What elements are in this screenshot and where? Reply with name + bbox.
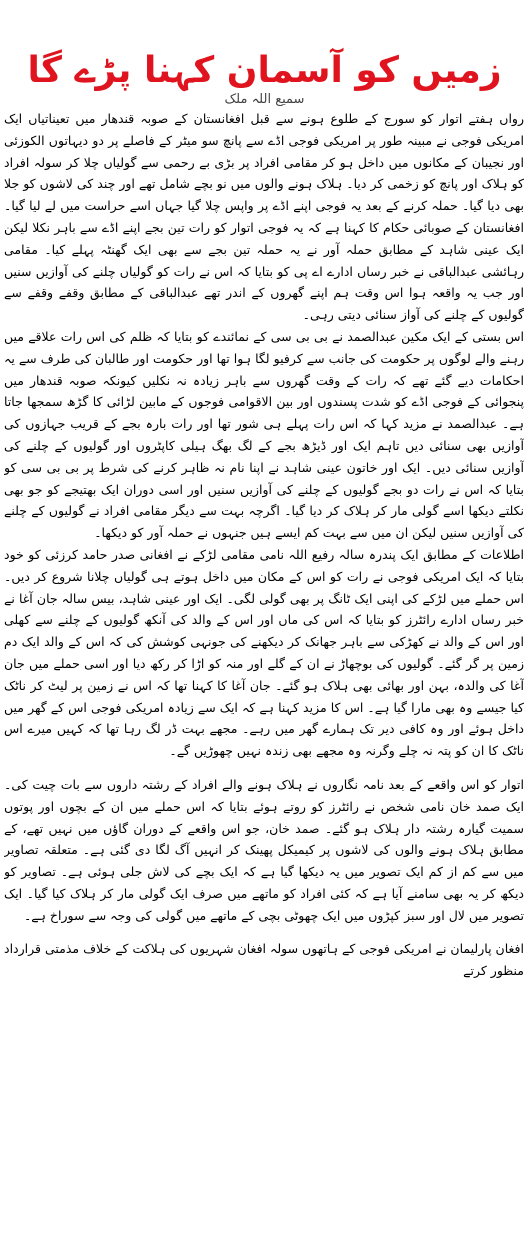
author-byline: سمیع اللہ ملک xyxy=(224,92,305,107)
paragraph-1: رواں ہفتے اتوار کو سورج کے طلوع ہونے سے قبل افغانستان کے صوبہ قندھار میں تعیناتیاں ایک امریکی فوجی نے مبینہ طور پر امریکی فوجی اڈے سے پانچ سو میٹر کے فاصلے پر دو دیہاتوں الکوزئی اور نجیبان کے مکانوں میں داخل ہو کر مقامی افراد پر بڑی بے رحمی سے گولیاں چلا کر سولہ افراد کو ہلاک اور پانچ کو زخمی کر دیا۔ ہلاک ہونے والوں میں نو بچے شامل تھے اور چند کی لاشوں کو جلا بھی دیا گیا۔ حملہ کرنے کے بعد یہ فوجی اپنے اڈے پر واپس چلا گیا جہاں اسے حراست میں لے لیا گیا۔ افغانستان کے صوبائی حکام کا کہنا ہے کہ یہ فوجی اتوار کو رات تین بجے اپنے اڈے سے باہر نکلا لیکن ایک عینی شاہد کے مطابق حملہ آور نے یہ حملہ تین بجے سے بھی ایک گھنٹہ پہلے کیا۔ مقامی رہائشی عبدالباقی نے خبر رساں ادارے اے پی کو بتایا کہ اس نے رات کو گولیاں چلنے کی آوازیں سنیں اور جب یہ واقعہ ہوا اس وقت ہم اپنے گھروں کے اندر تھے عبدالباقی کے مطابق وقفے وقفے سے گولیوں کے چلنے کی آواز سنائی دیتی رہی۔ xyxy=(4,111,524,323)
article-body xyxy=(4,108,524,1256)
paragraph-5: افغان پارلیمان نے امریکی فوجی کے ہاتھوں سولہ افغان شہریوں کی ہلاکت کے خلاف مذمتی قرارداد منظور کرتے xyxy=(4,941,524,979)
paragraph-3: اطلاعات کے مطابق ایک پندرہ سالہ رفیع اللہ نامی مقامی لڑکے نے افغانی صدر حامد کرزئی کو خود بتایا کہ ایک امریکی فوجی نے رات کو اس کے مکان میں داخل ہوتے ہی گولیاں چلانا شروع کر دیں۔ اس حملے میں لڑکے کی اپنی ایک ٹانگ پر بھی گولی لگی۔ ایک اور عینی شاہد، بیس سالہ جان آغا نے خبر رساں ادارے رائٹرز کو بتایا کہ اس کی ماں اور اس کے والد کی آنکھ گولیوں کے چلنے سے کھلی اور اس کے والد نے کھڑکی سے باہر جھانک کر دیکھنے کی جونہی کوشش کی کہ اس کے والد ایک دم زمین پر گر گئے۔ گولیوں کی بوچھاڑ نے ان کے گلے اور منہ کو اڑا کر رکھ دیا اور اسی حملے میں جان آغا کی والدہ، بہن اور بھائی بھی ہلاک ہو گئے۔ جان آغا کا کہنا تھا کہ اس نے زمین پر لیٹ کر ناٹک کیا جیسے وہ بھی مارا گیا ہے۔ اس کا مزید کہنا ہے کہ ایک سے زیادہ امریکی فوجی اس کے گھر میں داخل ہوئے اور وہ کافی دیر تک ہمارے گھر میں رہے۔ مجھے بہت ڈر لگ رہا تھا کہ کہیں میرے اس ناٹک کا ان کو پتہ نہ چلے وگرنہ وہ مجھے بھی زندہ نہیں چھوڑیں گے۔ xyxy=(4,546,524,759)
article-title: زمیں کو آسمان کہنا پڑے گا xyxy=(27,50,502,92)
paragraph-4: اتوار کو اس واقعے کے بعد نامہ نگاروں نے ہلاک ہونے والے افراد کے رشتہ داروں سے بات چیت کی۔ ایک صمد خان نامی شخص نے رائٹرز کو روتے ہوئے بتایا کہ اس حملے میں ان کے بچوں اور پوتوں سمیت گیارہ رشتہ دار ہلاک ہو گئے۔ صمد خان، جو اس واقعے کے دوران گاؤں میں نہیں تھے، کے مطابق ہلاک ہونے والوں کی لاشوں پر کیمیکل پھینک کر انہیں آگ لگا دی گئی ہے۔ متعلقہ تصاویر میں سے کم از کم ایک تصویر میں یہ دیکھا گیا ہے کہ ایک بچے کی لاش جلی ہوئی ہے۔ تصاویر کو دیکھ کر یہ بھی سامنے آیا ہے کہ کئی افراد کو ماتھے میں صرف ایک گولی مار کر ہلاک کیا گیا۔ ایک تصویر میں لال اور سبز کپڑوں میں ایک چھوٹی بچی کے ماتھے میں گولی کی وجہ سے سوراخ ہے۔ xyxy=(4,776,524,923)
paragraph-2: اس بستی کے ایک مکین عبدالصمد نے بی بی سی کے نمائندے کو بتایا کہ ظلم کی اس رات علاقے میں رہنے والے لوگوں پر حکومت کی جانب سے کرفیو لگا ہوا تھا اور حکومت اور طالبان کی طرف سے یہ احکامات دیے گئے تھے کہ رات کے وقت گھروں سے باہر زیادہ نہ نکلیں کیونکہ صوبہ قندھار میں پنجوائی کے فوجی اڈے کو شدت پسندوں اور بین الاقوامی فوجوں کے مابین لڑائی کا گڑھ سمجھا جاتا ہے۔ عبدالصمد نے مزید کہا کہ اس رات پہلے ہی شور تھا اور رات بارہ بجے کے قریب جہازوں کی آوازیں بھی سنائی دیں تاہم ایک اور ڈیڑھ بجے کے لگ بھگ ہیلی کاپٹروں اور گولیوں کے چلنے کی آوازیں سنائی دیں۔ ایک اور خاتون عینی شاہد نے اپنا نام نہ ظاہر کرنے کی شرط پر بی بی سی کو بتایا کہ اس نے رات دو بجے گولیوں کے چلنے کی آوازیں سنیں اور اسی دوران ایک بھتیجے کو جو بھی نکلتے دیکھا اسے گولی مار کر ہلاک کر دیا گیا۔ اگرچہ بہت سے دیگر مقامی افراد نے گولیوں کے چلنے کی آوازیں سنیں لیکن ان میں سے بہت کم ایسے ہیں جنہوں نے حملہ آور کو دیکھا۔ xyxy=(4,328,524,541)
